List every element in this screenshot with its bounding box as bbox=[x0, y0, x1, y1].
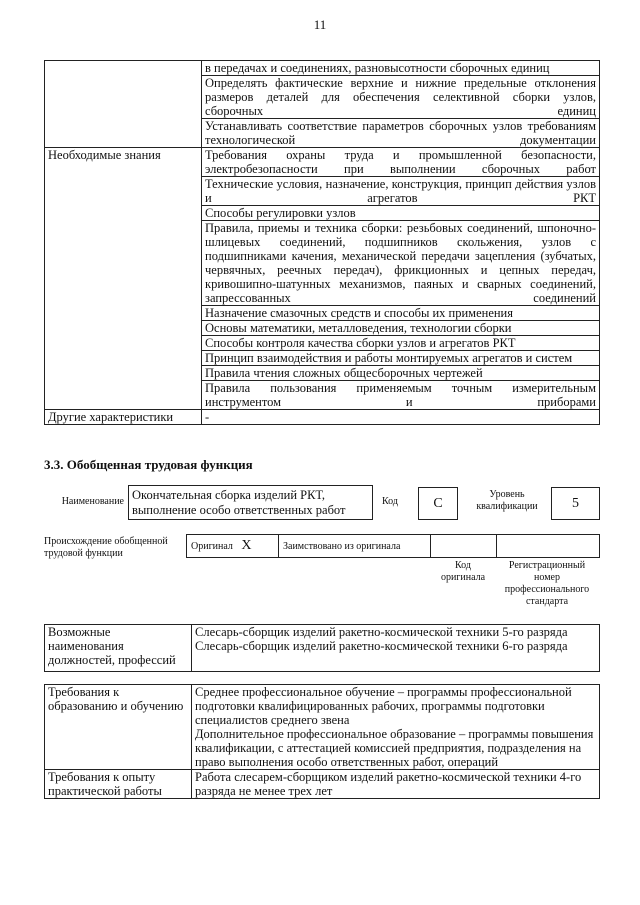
page-number: 11 bbox=[313, 17, 327, 32]
education-cell bbox=[192, 685, 600, 770]
table-cell: в передачах и соединениях, разновысотности сборочных единиц bbox=[202, 61, 600, 76]
level-value: 5 bbox=[551, 487, 600, 520]
table-cell: Правила пользования применяемым точным измерительным инструментом и приборами bbox=[202, 381, 600, 410]
reg-caption: Регистрационный номер профессионального стандарта bbox=[504, 560, 590, 607]
code-caption: Код оригинала bbox=[440, 560, 486, 583]
origin-box bbox=[186, 534, 600, 558]
position-line: Слесарь-сборщик изделий ракетно-космической техники 6-го разряда bbox=[195, 639, 568, 653]
table-cell: Устанавливать соответствие параметров сборочных узлов требованиям технологической документации bbox=[202, 119, 600, 148]
requirements-table bbox=[44, 684, 600, 799]
table-row bbox=[45, 625, 600, 672]
table-cell: Основы математики, металловедения, технологии сборки bbox=[202, 321, 600, 336]
table-row bbox=[45, 61, 600, 76]
table-cell: Способы контроля качества сборки узлов и агрегатов РКТ bbox=[202, 336, 600, 351]
table-cell: Правила, приемы и техника сборки: резьбовых соединений, шпоночно-шлицевых соединений, подшипников скольжения, узлов с подшипниками качения, механической передачи зацепления (зубчатых, червячных, реечных передач), фрикционных и цепных передач, кривошипно-шатунных механизмов, паяных и сварных соединений, запрессованных соединений bbox=[202, 221, 600, 306]
table-cell: Технические условия, назначение, конструкция, принцип действия узлов и агрегатов РКТ bbox=[202, 177, 600, 206]
borrowed-label: Заимствовано из оригинала bbox=[283, 541, 401, 552]
name-value: Окончательная сборка изделий РКТ, выполнение особо ответственных работ bbox=[128, 485, 373, 520]
row-label: Необходимые знания bbox=[45, 148, 202, 410]
original-label: Оригинал bbox=[191, 541, 233, 552]
section-title: 3.3. Обобщенная трудовая функция bbox=[44, 457, 253, 472]
table-cell: Принцип взаимодействия и работы монтируемых агрегатов и систем bbox=[202, 351, 600, 366]
original-mark: X bbox=[241, 538, 252, 553]
table-cell: Назначение смазочных средств и способы их применения bbox=[202, 306, 600, 321]
table-row bbox=[45, 148, 600, 177]
table-cell: Определять фактические верхние и нижние предельные отклонения размеров деталей для обеспечения селективной сборки узлов, сборочных единиц bbox=[202, 76, 600, 119]
row-label: Другие характеристики bbox=[45, 410, 202, 425]
education-text: Дополнительное профессиональное образование – программы повышения квалификации, с аттестацией комиссией предприятия, подразделения на право выполнения особо ответственных работ, операций bbox=[195, 727, 594, 769]
education-label: Требования к образованию и обучению bbox=[45, 685, 192, 770]
origin-label: Происхождение обобщенной трудовой функции bbox=[44, 536, 168, 559]
code-value: С bbox=[418, 487, 458, 520]
table-cell: Правила чтения сложных общесборочных чертежей bbox=[202, 366, 600, 381]
knowledge-table bbox=[44, 60, 600, 425]
table-row bbox=[45, 685, 600, 770]
education-text: Среднее профессиональное обучение – программы профессиональной подготовки квалифицированных рабочих, программы подготовки специалистов среднего звена bbox=[195, 685, 572, 727]
table-row bbox=[45, 770, 600, 799]
position-line: Слесарь-сборщик изделий ракетно-космической техники 5-го разряда bbox=[195, 625, 568, 639]
table-cell: - bbox=[202, 410, 600, 425]
positions-label: Возможные наименования должностей, профессий bbox=[45, 625, 192, 672]
table-cell: Способы регулировки узлов bbox=[202, 206, 600, 221]
row-label bbox=[45, 61, 202, 148]
positions-cell bbox=[192, 625, 600, 672]
code-label: Код bbox=[382, 496, 398, 507]
positions-table bbox=[44, 624, 600, 672]
experience-label: Требования к опыту практической работы bbox=[45, 770, 192, 799]
table-cell: Требования охраны труда и промышленной безопасности, электробезопасности при выполнении сборочных работ bbox=[202, 148, 600, 177]
experience-text: Работа слесарем-сборщиком изделий ракетно-космической техники 4-го разряда не менее трех лет bbox=[192, 770, 600, 799]
table-row bbox=[45, 410, 600, 425]
name-label: Наименование bbox=[61, 496, 124, 507]
level-label: Уровень квалификации bbox=[476, 489, 538, 512]
